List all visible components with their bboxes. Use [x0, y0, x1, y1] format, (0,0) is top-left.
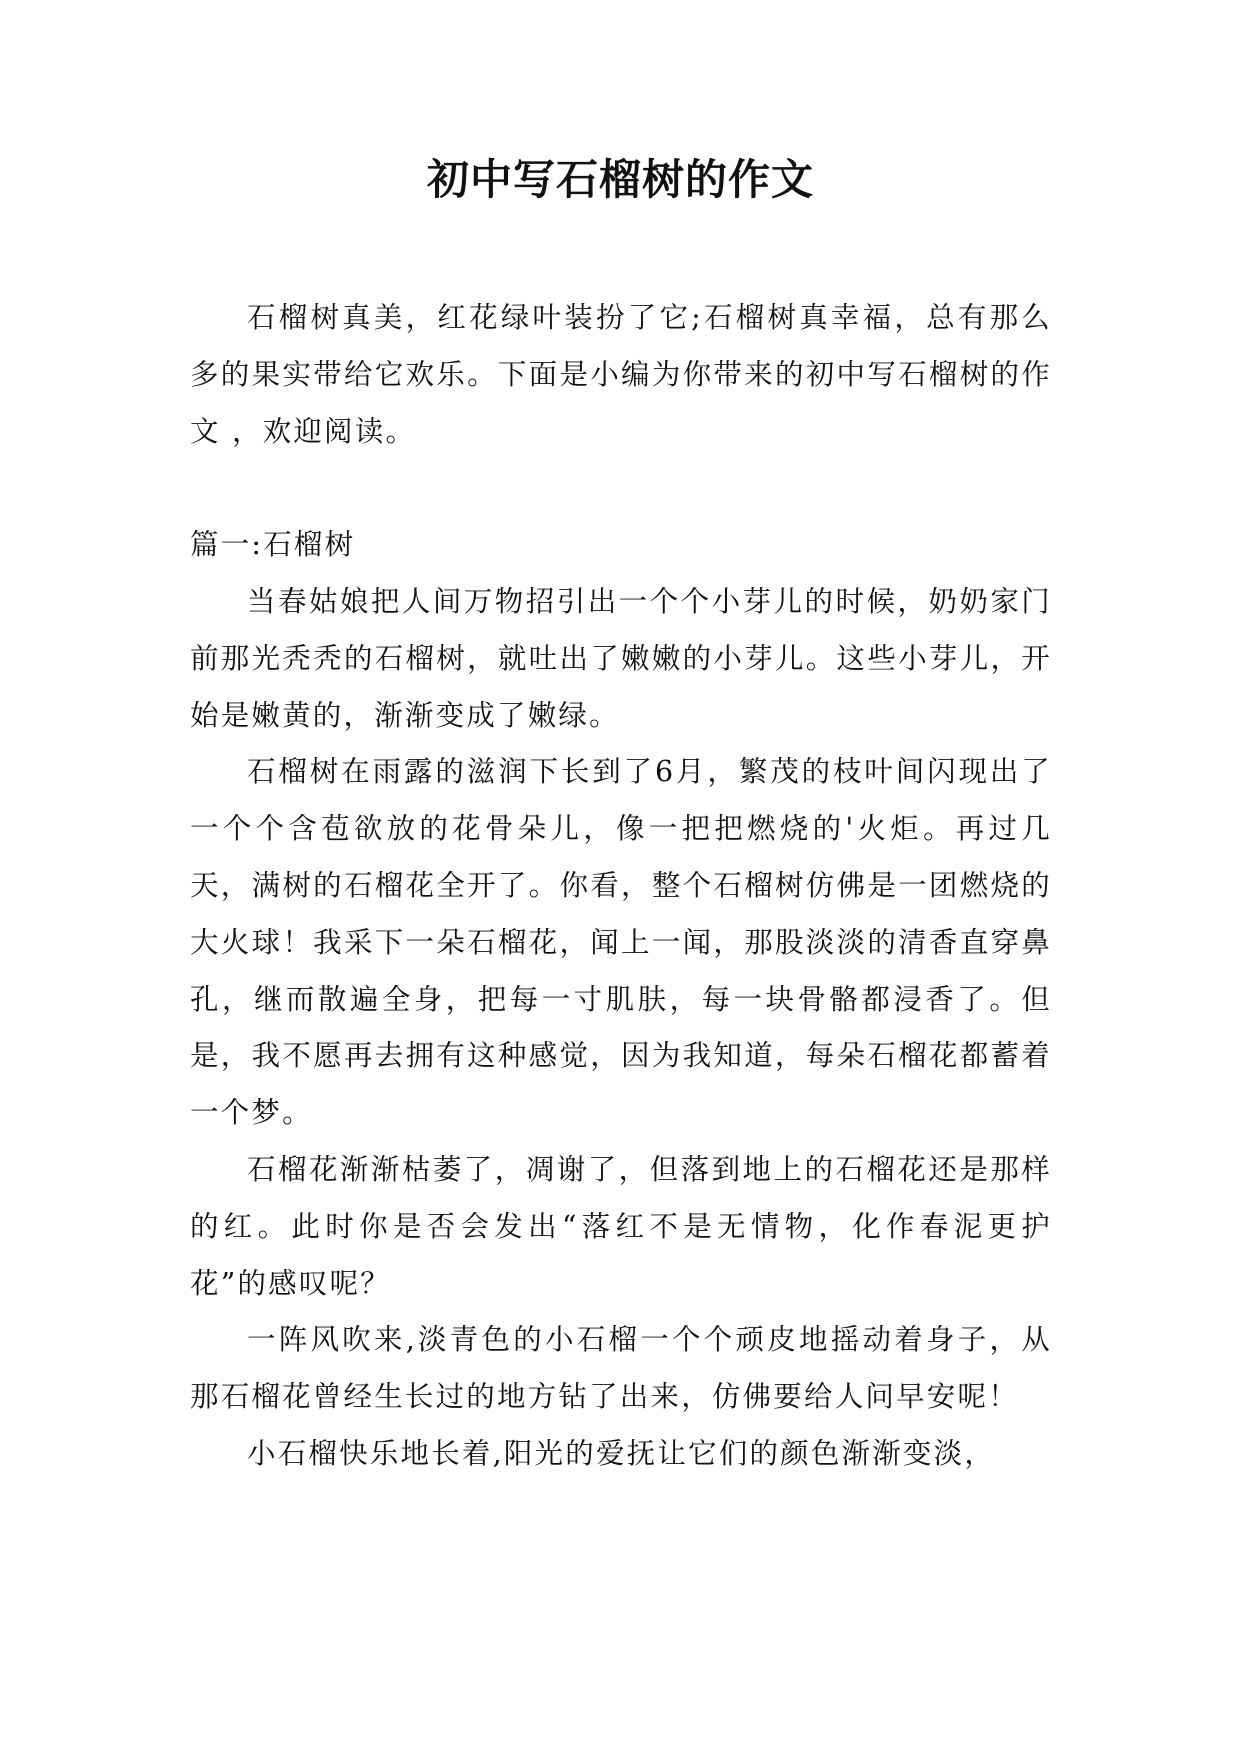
body-paragraph-4: 一阵风吹来,淡青色的小石榴一个个顽皮地摇动着身子，从那石榴花曾经生长过的地方钻了出来，仿佛要给人问早安呢！ — [190, 1323, 1052, 1414]
body-paragraph-2: 石榴树在雨露的滋润下长到了6月，繁茂的枝叶间闪现出了一个个含苞欲放的花骨朵儿，像一把把燃烧的'火炬。再过几天，满树的石榴花全开了。你看，整个石榴树仿佛是一团燃烧的大火球！我采下一朵石榴花，闻上一闻，那股淡淡的清香直穿鼻孔，继而散遍全身，把每一寸肌肤，每一块骨骼都浸香了。但是，我不愿再去拥有这种感觉，因为我知道，每朵石榴花都蓄着一个梦。 — [190, 755, 1052, 1130]
paragraph-gap — [190, 460, 1052, 517]
body-paragraph-1: 当春姑娘把人间万物招引出一个个小芽儿的时候，奶奶家门前那光秃秃的石榴树，就吐出了嫩嫩的小芽儿。这些小芽儿，开始是嫩黄的，渐渐变成了嫩绿。 — [190, 584, 1052, 732]
section-heading: 篇一:石榴树 — [190, 528, 356, 562]
document-title: 初中写石榴树的作文 — [426, 155, 814, 204]
document-body — [190, 290, 1052, 1483]
body-paragraph-5: 小石榴快乐地长着,阳光的爱抚让它们的颜色渐渐变淡， — [247, 1436, 996, 1470]
intro-paragraph: 石榴树真美，红花绿叶装扮了它;石榴树真幸福，总有那么多的果实带给它欢乐。下面是小编为你带来的初中写石榴树的作文 ，欢迎阅读。 — [190, 301, 1052, 448]
body-paragraph-3: 石榴花渐渐枯萎了，凋谢了，但落到地上的石榴花还是那样的红。此时你是否会发出“落红不是无情物，化作春泥更护花”的感叹呢？ — [190, 1152, 1052, 1300]
